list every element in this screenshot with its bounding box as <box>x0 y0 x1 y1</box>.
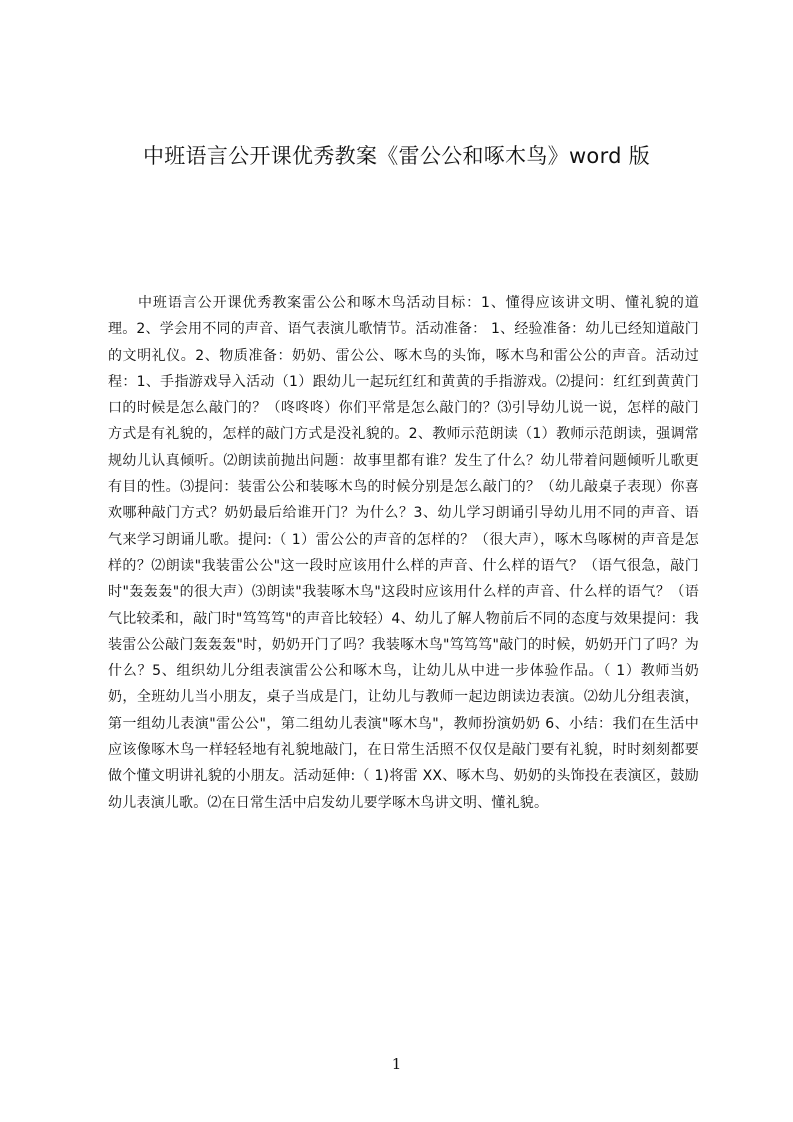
document-title: 中班语言公开课优秀教案《雷公公和啄木鸟》word 版 <box>142 144 651 168</box>
document-body: 中班语言公开课优秀教案雷公公和啄木鸟活动目标：1、懂得应该讲文明、懂礼貌的道理。2、学会用不同的声音、语气表演儿歌情节。活动准备： 1、经验准备：幼儿已经知道敲门的文明礼仪。2、物质准备：奶奶、雷公公、啄木鸟的头饰，啄木鸟和雷公公的声音。活动过程：1、手指游戏导入活动（1）跟幼儿一起玩红红和黄黄的手指游戏。⑵提问：红红到黄黄门口的时候是怎么敲门的？（咚咚咚）你们平常是怎么敲门的？⑶引导幼儿说一说，怎样的敲门方式是有礼貌的，怎样的敲门方式是没礼貌的。2、教师示范朗读（1）教师示范朗读，强调常规幼儿认真倾听。⑵朗读前抛出问题：故事里都有谁？发生了什么？幼儿带着问题倾听儿歌更有目的性。⑶提问：装雷公公和装啄木鸟的时候分别是怎么敲门的？（幼儿敲桌子表现）你喜欢哪种敲门方式？奶奶最后给谁开门？为什么？3、幼儿学习朗诵引导幼儿用不同的声音、语气来学习朗诵儿歌。提问:（ 1）雷公公的声音的怎样的？（很大声），啄木鸟啄树的声音是怎样的？⑵朗读"我装雷公公"这一段时应该用什么样的声音、什么样的语气？（语气很急，敲门时"轰轰轰"的很大声）⑶朗读"我装啄木鸟"这段时应该用什么样的声音、什么样的语气？（语气比较柔和，敲门时"笃笃笃"的声音比较轻）4、幼儿了解人物前后不同的态度与效果提问：我装雷公公敲门轰轰轰"时，奶奶开门了吗？我装啄木鸟"笃笃笃"敲门的时候，奶奶开门了吗？为什么？5、组织幼儿分组表演雷公公和啄木鸟，让幼儿从中进一步体验作品。（ 1）教师当奶奶，全班幼儿当小朋友，桌子当成是门，让幼儿与教师一起边朗读边表演。⑵幼儿分组表演，第一组幼儿表演"雷公公"，第二组幼儿表演"啄木鸟"，教师扮演奶奶 6、小结：我们在生活中应该像啄木鸟一样轻轻地有礼貌地敲门，在日常生活照不仅仅是敲门要有礼貌，时时刻刻都要做个懂文明讲礼貌的小朋友。活动延伸:（ 1)将雷 XX、啄木鸟、奶奶的头饰投在表演区，鼓励幼儿表演儿歌。⑵在日常生活中启发幼儿要学啄木鸟讲文明、懂礼貌。 <box>108 295 699 811</box>
page-number: 1 <box>391 1055 402 1073</box>
